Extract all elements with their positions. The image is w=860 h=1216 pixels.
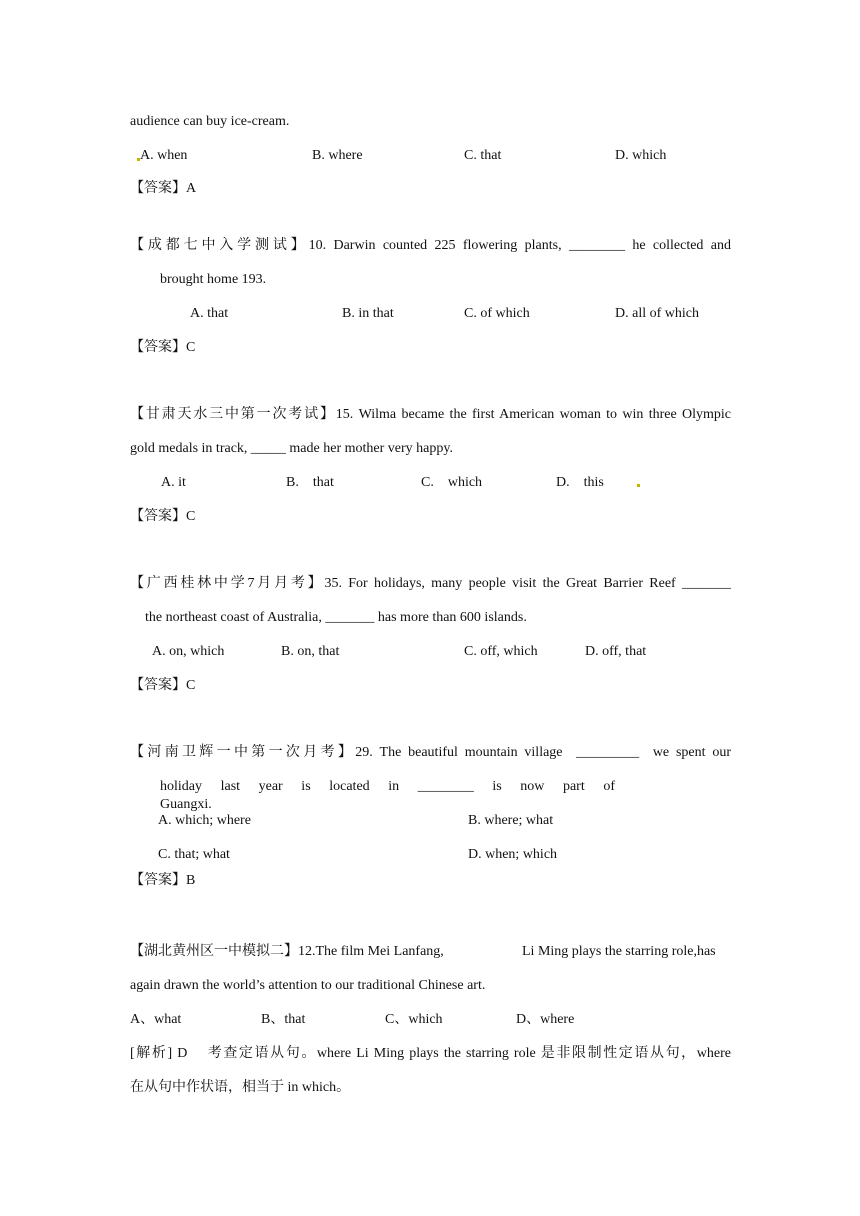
option-c: C. of which (464, 306, 530, 321)
question-text: 15. Wilma became the first American woman to win three Olympic (335, 407, 732, 422)
question-source: 【河南卫辉一中第一次月考】 (130, 745, 356, 760)
option-d: D、where (516, 1012, 575, 1027)
option-b: B. where (312, 148, 363, 163)
analysis-line-1: [解析] D 考查定语从句。where Li Ming plays the starring role 是非限制性定语从句，where (130, 1046, 731, 1061)
option-b: B. that (286, 475, 334, 490)
option-b: B. on, that (281, 644, 340, 659)
annotation-mark (637, 484, 640, 487)
option-b: B、that (261, 1012, 306, 1027)
question-12-line-1-rest: Li Ming plays the starring role,has (522, 944, 716, 959)
option-c: C. that (464, 148, 502, 163)
option-b: B. where; what (468, 813, 554, 828)
question-12-line-1 (130, 943, 444, 961)
option-d: D. this (556, 475, 604, 490)
option-b: B. in that (342, 306, 394, 321)
question-stem-tail: audience can buy ice-cream. (130, 114, 290, 129)
analysis-line-2: 在从句中作状语，相当于 in which。 (130, 1080, 351, 1095)
option-d: D. which (615, 148, 667, 163)
question-10-line-1 (130, 237, 731, 255)
option-c: C、which (385, 1012, 443, 1027)
question-10-line-2: brought home 193. (160, 272, 267, 287)
option-d: D. when; which (468, 847, 558, 862)
question-text: 12.The film Mei Lanfang, (298, 944, 444, 959)
option-a: A. on, which (152, 644, 225, 659)
answer: 【答案】B (130, 873, 196, 888)
option-a: A. that (190, 306, 229, 321)
question-15-line-1 (130, 406, 731, 424)
question-35-line-2: the northeast coast of Australia, _______ has more than 600 islands. (145, 610, 527, 625)
option-c: C. off, which (464, 644, 538, 659)
question-source: 【成都七中入学测试】 (130, 238, 309, 253)
question-text: 29. The beautiful mountain village _________ we spent our (355, 745, 732, 760)
question-source: 【湖北黄州区一中模拟二】 (130, 944, 298, 959)
question-29-line-2: holiday last year is located in ________ is now part of Guangxi. (160, 779, 615, 812)
option-d: D. all of which (615, 306, 699, 321)
option-a: A、what (130, 1012, 182, 1027)
question-12-line-2: again drawn the world’s attention to our traditional Chinese art. (130, 978, 486, 993)
option-a: A. which; where (158, 813, 251, 828)
answer: 【答案】C (130, 678, 196, 693)
option-a: A. it (161, 475, 186, 490)
option-c: C. that; what (158, 847, 230, 862)
question-source: 【广西桂林中学7月月考】 (130, 576, 325, 591)
question-text: 10. Darwin counted 225 flowering plants, ________ he collected and (308, 238, 732, 253)
option-a: A. when (140, 148, 188, 163)
answer: 【答案】A (130, 181, 197, 196)
question-text: 35. For holidays, many people visit the Great Barrier Reef _______ (324, 576, 731, 591)
question-15-line-2: gold medals in track, _____ made her mother very happy. (130, 441, 453, 456)
option-d: D. off, that (585, 644, 647, 659)
option-c: C. which (421, 475, 483, 490)
answer: 【答案】C (130, 509, 196, 524)
answer: 【答案】C (130, 340, 196, 355)
question-29-line-1 (130, 744, 731, 762)
question-source: 【甘肃天水三中第一次考试】 (130, 407, 336, 422)
question-35-line-1 (130, 575, 731, 593)
